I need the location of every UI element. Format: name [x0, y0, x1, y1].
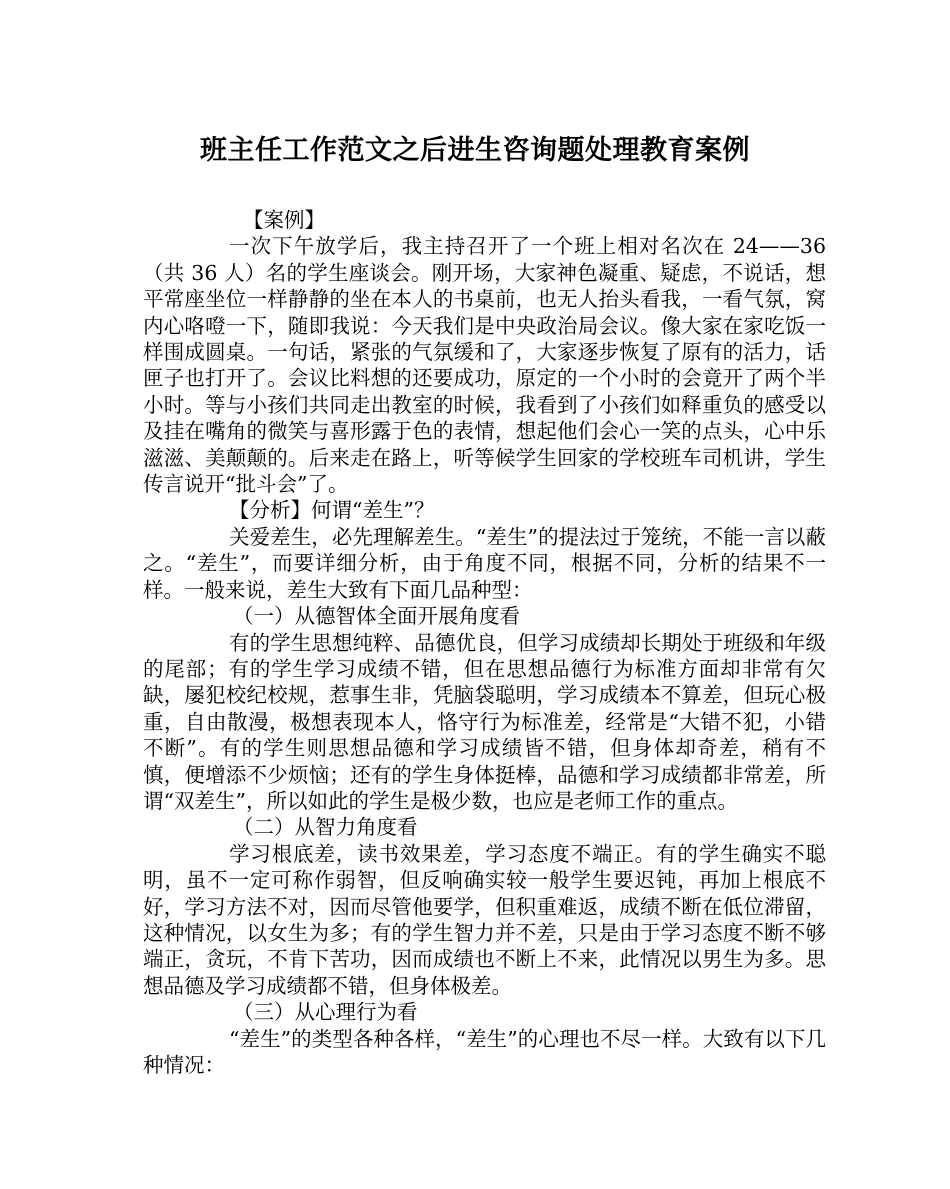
subheading-2: （二）从智力角度看	[233, 815, 418, 840]
document-title: 班主任工作范文之后进生咨询题处理教育案例	[200, 135, 750, 166]
paragraph-subsection-2: 学习根底差，读书效果差，学习态度不端正。有的学生确实不聪明，虽不一定可称作弱智，但反响确实较一般学生要迟钝，再加上根底不好，学习方法不对，因而尽管他要学，但积重难返，成绩不断在低位滞留，这种情况，以女生为多；有的学生智力并不差，只是由于学习态度不断不够端正，贪玩，不肯下苦功，因而成绩也不断上不来，此情况以男生为多。思想品德及学习成绩都不错，但身体极差。	[143, 841, 826, 998]
subheading-3: （三）从心理行为看	[233, 1000, 418, 1025]
document-body	[143, 207, 826, 1078]
paragraph-subsection-3: “差生”的类型各种各样，“差生”的心理也不尽一样。大致有以下几种情况：	[143, 1026, 826, 1077]
section-heading-case: 【案例】	[243, 208, 325, 232]
paragraph-analysis-intro: 关爱差生，必先理解差生。“差生”的提法过于笼统，不能一言以蔽之。“差生”，而要详细分析，由于角度不同，根据不同，分析的结果不一样。一般来说，差生大致有下面几品种型：	[143, 524, 826, 602]
section-heading-analysis: 【分析】何谓“差生”？	[229, 498, 435, 523]
paragraph-case-narrative: 一次下午放学后，我主持召开了一个班上相对名次在 24——36（共 36 人）名的学生座谈会。刚开场，大家神色凝重、疑虑，不说话，想平常座坐位一样静静的坐在本人的书桌前，也无人抬头看我，一看气氛，窝内心咯噔一下，随即我说：今天我们是中央政治局会议。像大家在家吃饭一样围成圆桌。一句话，紧张的气氛缓和了，大家逐步恢复了原有的活力，话匣子也打开了。会议比料想的还要成功，原定的一个小时的会竟开了两个半小时。等与小孩们共同走出教室的时候，我看到了小孩们如释重负的感受以及挂在嘴角的微笑与喜形露于色的表情，想起他们会心一笑的点头，心中乐滋滋、美颠颠的。后来走在路上，听等候学生回家的学校班车司机讲，学生传言说开“批斗会”了。	[143, 234, 826, 497]
subheading-1: （一）从德智体全面开展角度看	[233, 604, 520, 629]
paragraph-subsection-1: 有的学生思想纯粹、品德优良，但学习成绩却长期处于班级和年级的尾部；有的学生学习成绩不错，但在思想品德行为标准方面却非常有欠缺，屡犯校纪校规，惹事生非，凭脑袋聪明，学习成绩本不算差，但玩心极重，自由散漫，极想表现本人，恪守行为标准差，经常是“大错不犯，小错不断”。有的学生则思想品德和学习成绩皆不错，但身体却奇差，稍有不慎，便增添不少烦恼；还有的学生身体挺棒，品德和学习成绩都非常差，所谓“双差生”，所以如此的学生是极少数，也应是老师工作的重点。	[143, 630, 826, 813]
